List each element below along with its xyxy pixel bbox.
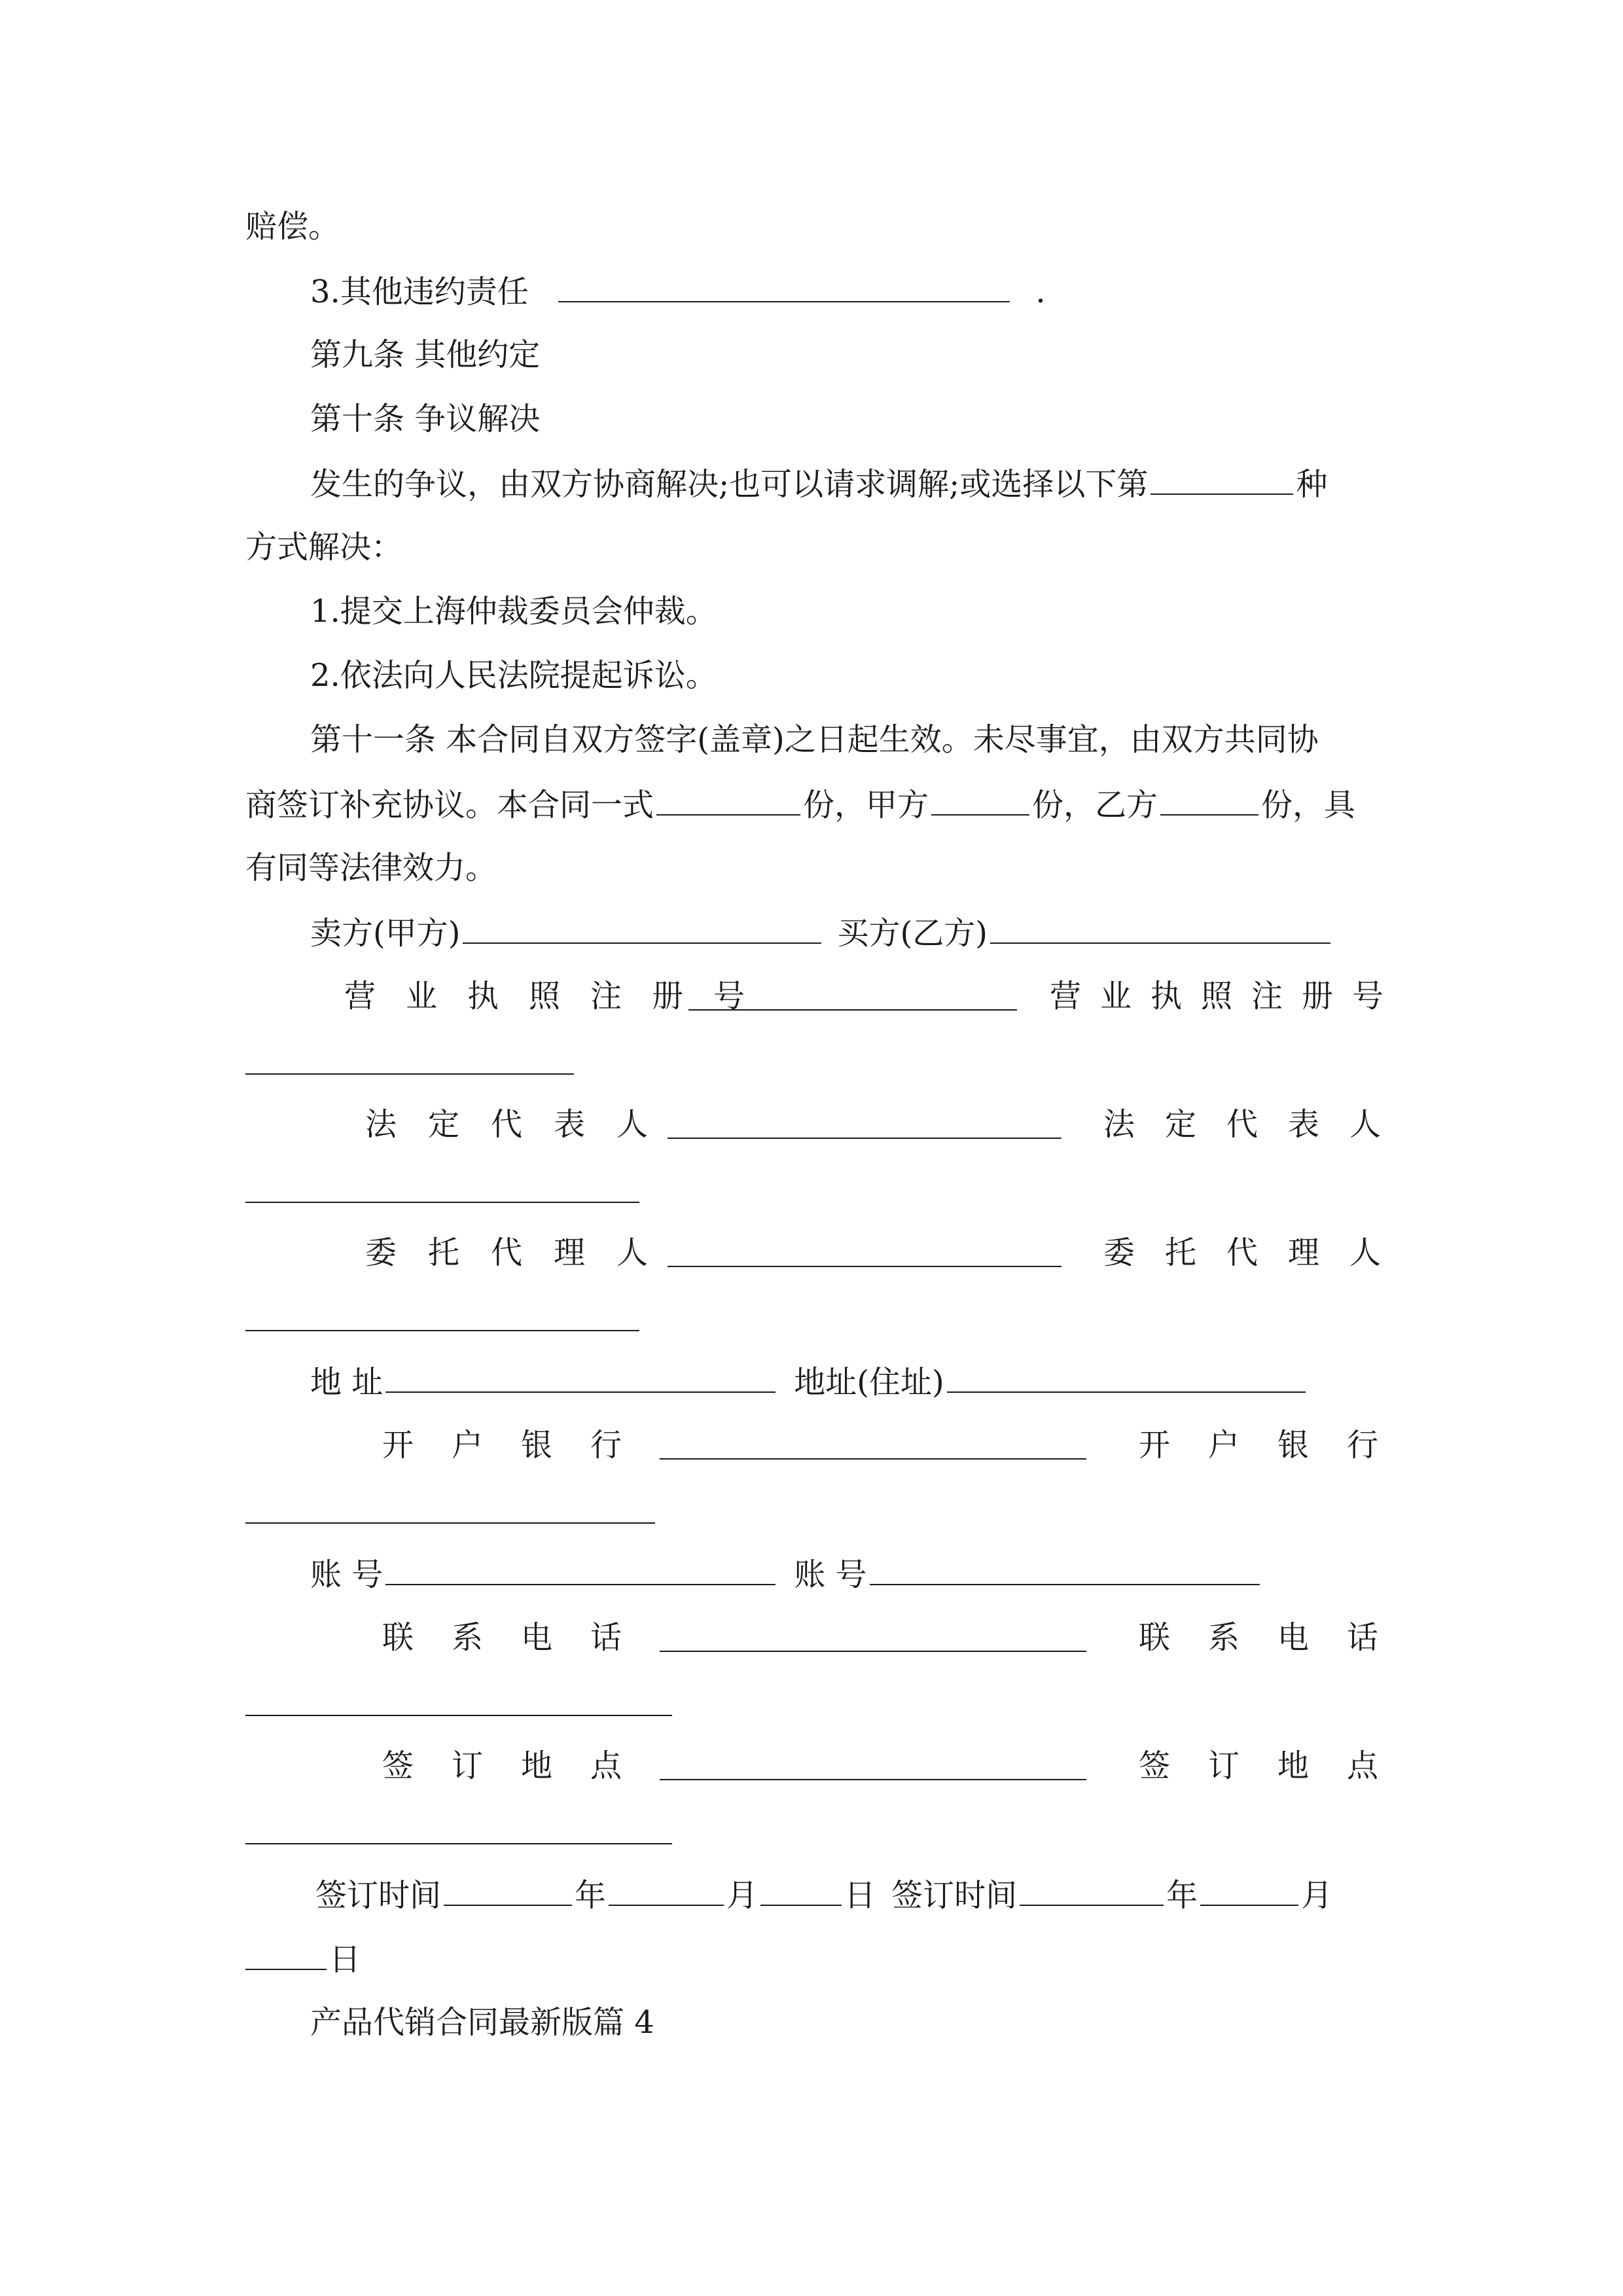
- text: 月: [1301, 1877, 1333, 1914]
- address-blank[interactable]: [385, 1361, 776, 1393]
- text: 日: [329, 1941, 361, 1978]
- text: 开户银行: [1139, 1427, 1417, 1463]
- bank-right-blank[interactable]: [245, 1522, 655, 1524]
- text: 年: [1166, 1877, 1198, 1914]
- text: 年: [575, 1877, 607, 1914]
- list-item: [310, 592, 717, 631]
- text: 第十一条 本合同自双方签字(盖章)之日起生效。未尽事宜，由双方共同协: [310, 721, 1319, 758]
- text: 第十条 争议解决: [310, 401, 541, 437]
- agent-left-blank[interactable]: [668, 1266, 1061, 1267]
- fill-blank[interactable]: [1150, 463, 1293, 495]
- account-line: [310, 1554, 1262, 1593]
- bank-left-label: [382, 1426, 660, 1465]
- time-label: 签订时间: [315, 1877, 442, 1914]
- account-blank[interactable]: [870, 1554, 1260, 1585]
- bank-left-blank[interactable]: [660, 1458, 1086, 1460]
- text: 开户银行: [382, 1427, 660, 1463]
- text: 月: [726, 1877, 758, 1914]
- agent-right-label: [1103, 1233, 1411, 1272]
- registration-left-blank[interactable]: [688, 1009, 1017, 1011]
- place-right-blank[interactable]: [245, 1843, 672, 1844]
- year-blank[interactable]: [1020, 1874, 1164, 1906]
- text: 委托代理人: [1103, 1234, 1412, 1271]
- legal-right-label: [1103, 1105, 1411, 1144]
- party-line: [310, 912, 1333, 952]
- text: 发生的争议，由双方协商解决;也可以请求调解;或选择以下第: [310, 466, 1149, 503]
- address-label: 地 址: [310, 1364, 383, 1401]
- text: 2.依法向人民法院提起诉讼。: [310, 657, 717, 694]
- place-left-blank[interactable]: [660, 1779, 1086, 1780]
- text: 份，甲方: [803, 787, 929, 823]
- legal-right-blank[interactable]: [245, 1202, 639, 1203]
- section-heading: [310, 2003, 654, 2042]
- signing-time-line: [315, 1874, 1332, 1914]
- day-blank[interactable]: [760, 1874, 842, 1906]
- paragraph-line: [245, 207, 340, 246]
- place-left-label: [382, 1746, 660, 1785]
- phone-left-blank[interactable]: [660, 1651, 1086, 1652]
- residence-label: 地址(住址): [794, 1364, 944, 1401]
- bank-right-label: [1139, 1426, 1416, 1465]
- account-blank[interactable]: [385, 1554, 776, 1585]
- registration-right-blank[interactable]: [245, 1073, 574, 1075]
- fill-blank[interactable]: [931, 784, 1029, 816]
- day-blank[interactable]: [245, 1939, 327, 1970]
- seller-blank[interactable]: [463, 912, 821, 944]
- phone-left-label: [382, 1618, 660, 1657]
- fill-blank[interactable]: [1160, 784, 1258, 816]
- text: 签订地点: [1139, 1748, 1417, 1784]
- agent-left-label: [365, 1233, 679, 1272]
- paragraph-line: [310, 463, 1327, 503]
- year-blank[interactable]: [444, 1874, 572, 1906]
- fill-blank[interactable]: [656, 784, 800, 816]
- text: 种: [1296, 466, 1328, 503]
- time-label: 签订时间: [891, 1877, 1018, 1914]
- address-line: [310, 1361, 1308, 1401]
- account-label: 账 号: [310, 1556, 383, 1593]
- list-item: [310, 656, 717, 695]
- text: 签订地点: [382, 1748, 660, 1784]
- text: 日: [844, 1877, 876, 1914]
- paragraph-line: [245, 784, 1355, 823]
- paragraph-line: [310, 271, 1046, 310]
- text: 1.提交上海仲裁委员会仲裁。: [310, 593, 717, 630]
- text: 3.其他违约责任: [310, 274, 529, 310]
- text: 赔偿。: [245, 208, 340, 245]
- text: 份，具: [1261, 787, 1356, 823]
- paragraph-line: [245, 528, 402, 567]
- paragraph-line: [310, 720, 1319, 759]
- phone-right-label: [1139, 1618, 1416, 1657]
- agent-right-blank[interactable]: [245, 1330, 639, 1331]
- text: 委托代理人: [365, 1234, 680, 1271]
- buyer-label: 买方(乙方): [837, 915, 988, 952]
- residence-blank[interactable]: [947, 1361, 1306, 1393]
- paragraph-line: [245, 848, 497, 888]
- text: 商签订补充协议。本合同一式: [245, 787, 654, 823]
- legal-left-label: [365, 1105, 679, 1144]
- seller-label: 卖方(甲方): [310, 915, 461, 952]
- registration-right-label: [1050, 977, 1402, 1016]
- month-blank[interactable]: [609, 1874, 724, 1906]
- article-heading: [310, 399, 540, 439]
- text: 有同等法律效力。: [245, 850, 497, 886]
- account-label: 账 号: [794, 1556, 867, 1593]
- article-heading: [310, 335, 540, 374]
- text: 方式解决：: [245, 529, 403, 565]
- text: .: [1035, 274, 1046, 310]
- text: 份，乙方: [1032, 787, 1158, 823]
- buyer-blank[interactable]: [990, 912, 1330, 944]
- month-blank[interactable]: [1200, 1874, 1298, 1906]
- text: 营业执照注册号: [344, 978, 776, 1014]
- place-right-label: [1139, 1746, 1416, 1785]
- text: 法定代表人: [1103, 1106, 1412, 1143]
- text: 产品代销合同最新版篇 4: [310, 2004, 654, 2041]
- text: 联系电话: [382, 1619, 660, 1656]
- signing-time-continued: [245, 1939, 361, 1978]
- text: 营业执照注册号: [1050, 978, 1403, 1014]
- text: 第九条 其他约定: [310, 336, 541, 373]
- legal-left-blank[interactable]: [668, 1138, 1061, 1139]
- text: 法定代表人: [365, 1106, 680, 1143]
- fill-blank[interactable]: [558, 271, 1010, 302]
- text: 联系电话: [1139, 1619, 1417, 1656]
- phone-right-blank[interactable]: [245, 1715, 672, 1716]
